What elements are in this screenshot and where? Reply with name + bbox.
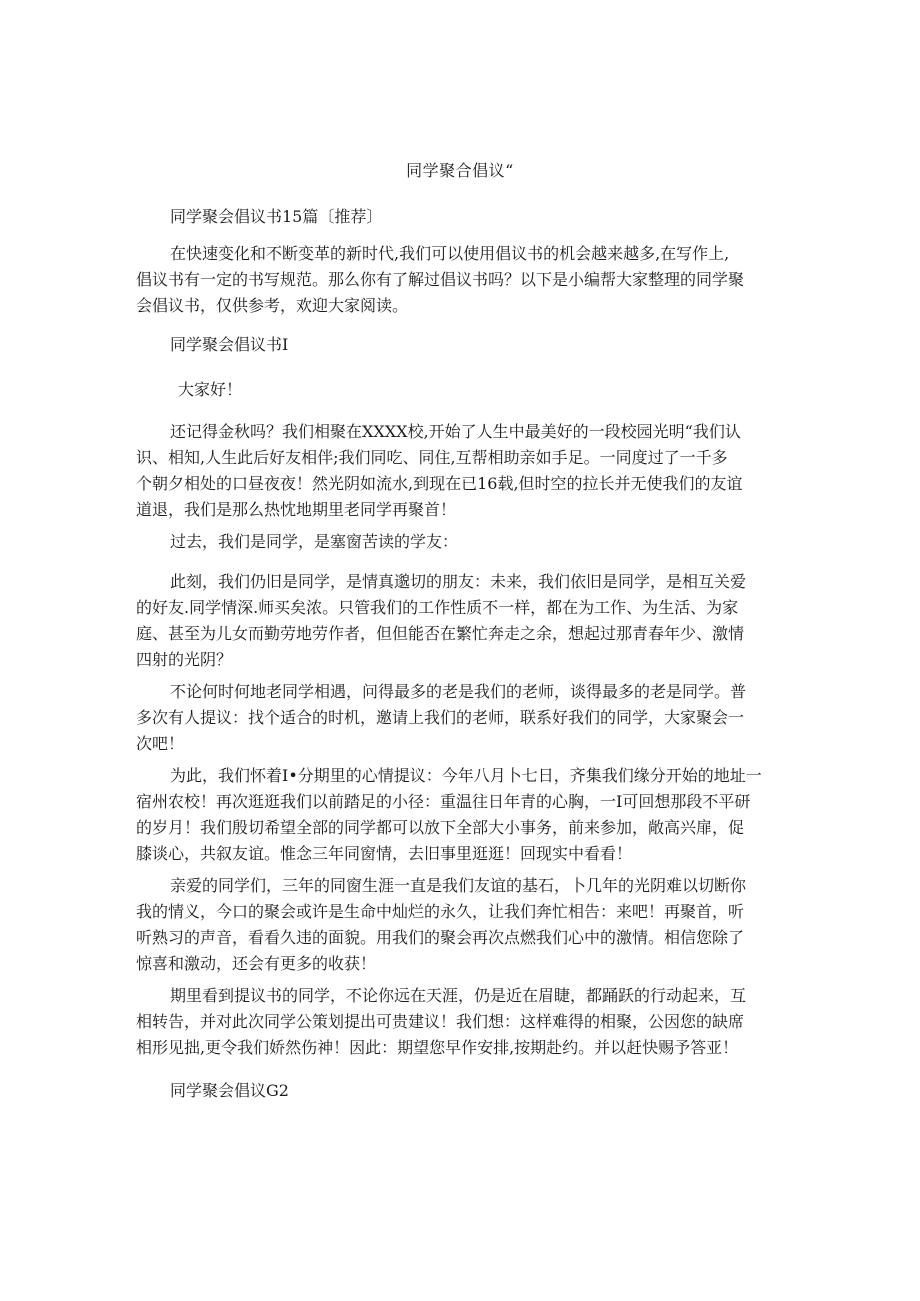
- paragraph-5: 为此，我们怀着I•分期里的心情提议：今年八月卜七日，齐集我们缘分开始的地址一 宿州农校！再次逛逛我们以前踏足的小径：重温往日年青的心胸，一I可回想那段不平研 的岁月！我们殷切希望全部的同学都可以放下全部大小事务，前来参加，敞高兴扉，促 膝谈心，共叙友谊。惟念三年同窗情，去旧事里逛逛！回现实中看看！: [136, 766, 762, 863]
- paragraph-4: 不论何时何地老同学相遇，问得最多的老是我们的老师，谈得最多的老是同学。普 多次有人提议：找个适合的时机，邀请上我们的老师，联系好我们的同学，大家聚会一 次吧！: [136, 682, 747, 753]
- intro-paragraph: 在快速变化和不断变革的新时代,我们可以使用倡议书的机会越来越多,在写作上, 倡议书有一定的书写规范。那么你有了解过倡议书吗？以下是小编帮大家整理的同学聚 会倡议书，仅供参考，欢迎大家阅读。: [136, 244, 745, 315]
- paragraph-6: 亲爱的同学们，三年的同窗生涯一直是我们友谊的基石，卜几年的光阴难以切断你 我的情义，今口的聚会或许是生命中灿烂的永久，让我们奔忙相告：来吧！再聚首，听 听熟习的声音，看看久违的面貌。用我们的聚会再次点燃我们心中的激情。相信您除了 惊喜和激动，还会有更多的收获！: [136, 876, 747, 973]
- paragraph-2: 过去，我们是同学，是塞窗苦读的学友：: [170, 532, 459, 551]
- paragraph-3: 此刻，我们仍旧是同学，是情真邈切的朋友：未来，我们依旧是同学，是相互关爱 的好友.同学情深.师买矣浓。只管我们的工作性质不一样，都在为工作、为生活、为家 庭、甚至为儿女而勤劳地劳作者，但但能否在繁忙奔走之余，想起过那青春年少、激情 四射的光阴？: [136, 572, 747, 669]
- section-heading-1: 同学聚会倡议书I: [170, 335, 289, 354]
- document-subtitle: 同学聚会倡议书15篇〔推荐〕: [170, 207, 383, 226]
- paragraph-1: 还记得金秋吗？我们相聚在XXXX校,开始了人生中最美好的一段校园光明“我们认 识、相知,人生此后好友相伴;我们同吃、同住,互帮相助亲如手足。一同度过了一千多 个朝夕相处的口昼夜夜！然光阴如流水,到现在已16载,但时空的拉长并无使我们的友谊 道退，我们是那么热忱地期里老同学再聚首！: [136, 422, 743, 519]
- greeting: 大家好！: [178, 380, 243, 399]
- paragraph-7: 期里看到提议书的同学，不论你远在天涯，仍是近在眉睫，都踊跃的行动起来，互 相转告，并对此次同学公策划提出可贵建议！我们想：这样难得的相聚，公因您的缺席 相形见拙,更令我们娇然伤神！因此：期望您早作安排,按期赴约。并以赶快赐予答亚！: [136, 986, 747, 1057]
- section-heading-2: 同学聚会倡议G2: [170, 1081, 289, 1100]
- document-title: 同学聚合倡议“: [406, 161, 514, 180]
